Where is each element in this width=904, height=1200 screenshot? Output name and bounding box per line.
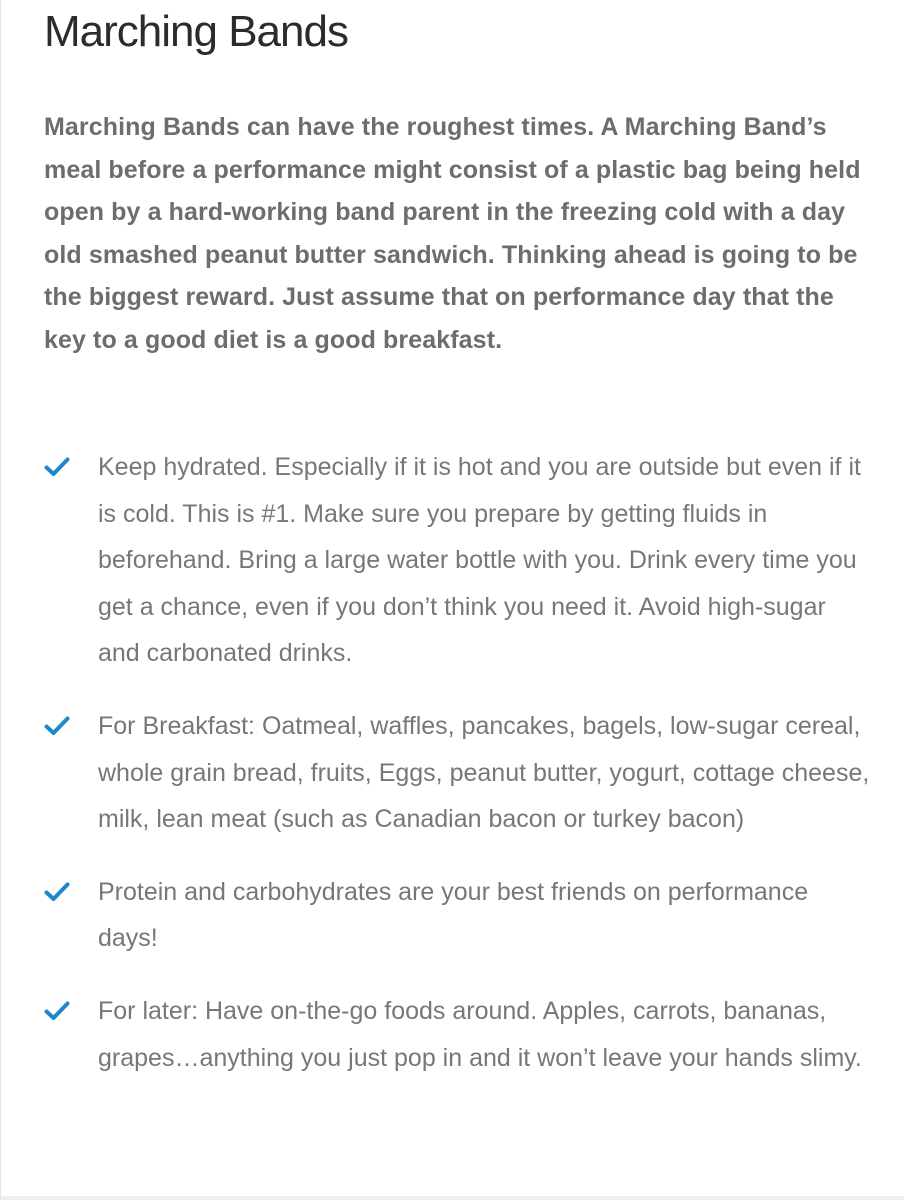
list-item — [44, 988, 874, 1081]
bottom-divider — [1, 1196, 904, 1200]
page-title: Marching Bands — [44, 7, 348, 56]
list-item — [44, 703, 874, 843]
list-item — [44, 444, 874, 677]
check-icon — [44, 456, 70, 478]
list-item-text: Keep hydrated. Especially if it is hot and you are outside but even if it is cold. This is #1. Make sure you prepare by getting fluids in beforehand. Bring a large water bottle with you. Drink every time you get a chance, even if you don’t think you need it. Avoid high-sugar and carbonated drinks. — [98, 453, 861, 668]
intro-paragraph: Marching Bands can have the roughest times. A Marching Band’s meal before a performance might consist of a plastic bag being held open by a hard-working band parent in the freezing cold with a day old smashed peanut butter sandwich. Thinking ahead is going to be the biggest reward. Just assume that on performance day that the key to a good diet is a good breakfast. — [44, 113, 861, 354]
check-icon — [44, 715, 70, 737]
check-icon — [44, 1000, 70, 1022]
check-icon — [44, 881, 70, 903]
list-item-text: For later: Have on-the-go foods around. Apples, carrots, bananas, grapes…anything you just pop in and it won’t leave your hands slimy. — [98, 996, 862, 1072]
list-item — [44, 869, 874, 962]
list-item-text: For Breakfast: Oatmeal, waffles, pancakes, bagels, low-sugar cereal, whole grain bread, fruits, Eggs, peanut butter, yogurt, cottage cheese, milk, lean meat (such as Canadian bacon or turkey bacon) — [98, 711, 870, 834]
list-item-text: Protein and carbohydrates are your best friends on performance days! — [98, 877, 809, 953]
tips-checklist — [44, 444, 874, 1081]
